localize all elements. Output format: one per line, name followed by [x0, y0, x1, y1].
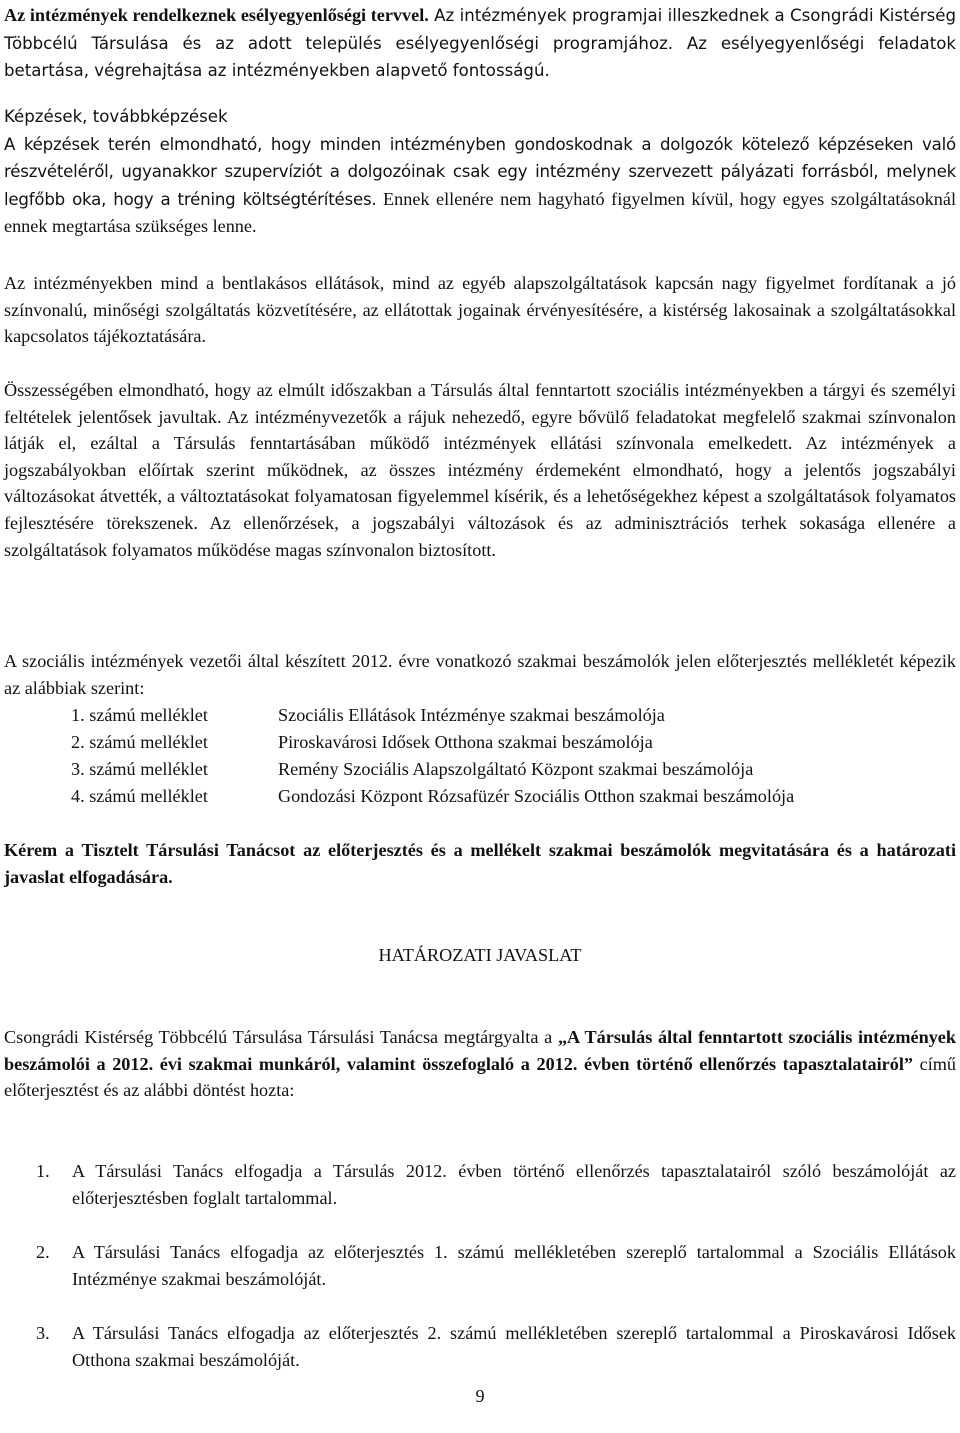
annex-label: 2. számú melléklet: [71, 732, 208, 752]
annex-item: [71, 702, 665, 729]
section-trainings: [4, 104, 956, 240]
trainings-paragraph: [4, 131, 956, 240]
decision-text: A Társulási Tanács elfogadja az előterjesztés 2. számú mellékletében szereplő tartalommal a Piroskavárosi Idősek Otthona szakmai beszámolóját.: [72, 1323, 956, 1370]
decision-number: 1.: [36, 1161, 50, 1181]
annex-item: [71, 756, 753, 783]
annex-label: 4. számú melléklet: [71, 786, 208, 806]
annex-label: 1. számú melléklet: [71, 705, 208, 725]
decision-text: A Társulási Tanács elfogadja az előterjesztés 1. számú mellékletében szereplő tartalommal a Szociális Ellátások Intézménye szakmai beszámolóját.: [72, 1242, 956, 1289]
decision-item: [36, 1320, 956, 1373]
paragraph-summary: Összességében elmondható, hogy az elmúlt időszakban a Társulás által fenntartott szociális intézményekben a tárgyi és személyi feltételek jelentősek javultak. Az intézményvezetők a rájuk nehezedő, egyre bővülő feladatokat megfelelő szakmai színvonalon látják el, ezáltal a Társulás fenntartásában működő intézmények ellátási színvonala emelkedett. Az intézmények a jogszabályokban előírtak szerint működnek, az összes intézmény érdemeként elmondható, hogy a jelentős jogszabályi változásokat átvették, a változtatásokat folyamatosan figyelemmel kísérik, és a lehetőségekhez képest a szolgáltatások folyamatos fejlesztésére törekszenek. Az ellenőrzések, a jogszabályi változások és az adminisztrációs terhek sokasága ellenére a szolgáltatások folyamatos működése magas színvonalon biztosított.: [4, 380, 956, 560]
resolution-heading: HATÁROZATI JAVASLAT: [378, 945, 582, 965]
trainings-text-serif: Ennek ellenére nem hagyható figyelmen kívül, hogy egyes szolgáltatásoknál ennek megtartása szükséges lenne.: [4, 188, 956, 237]
trainings-heading: Képzések, továbbképzések: [4, 107, 228, 126]
decision-number: 2.: [36, 1242, 50, 1262]
resolution-intro-post: című előterjesztést és az alábbi döntést hozta:: [4, 1053, 956, 1101]
annex-title: Piroskavárosi Idősek Otthona szakmai beszámolója: [278, 732, 653, 752]
equal-opportunity-bold-lead: Az intézmények rendelkeznek esélyegyenlőségi tervvel.: [4, 5, 429, 25]
resolution-intro-pre: Csongrádi Kistérség Többcélú Társulása Társulási Tanácsa megtárgyalta a: [4, 1027, 558, 1047]
resolution-intro-title: „A Társulás által fenntartott szociális intézmények beszámolói a 2012. évi szakmai munkáról, valamint összefoglaló a 2012. évben történő ellenőrzés tapasztalatairól”: [4, 1027, 956, 1074]
paragraph-equal-opportunity: [4, 2, 956, 85]
decision-item: [36, 1239, 956, 1292]
paragraph-annex-intro: A szociális intézmények vezetői által készített 2012. évre vonatkozó szakmai beszámolók jelen előterjesztés mellékletét képezik az alábbiak szerint:: [4, 651, 956, 698]
annex-title: Gondozási Központ Rózsafüzér Szociális Otthon szakmai beszámolója: [278, 786, 795, 806]
annex-label: 3. számú melléklet: [71, 759, 208, 779]
decision-text: A Társulási Tanács elfogadja a Társulás 2012. évben történő ellenőrzés tapasztalatairól szóló beszámolóját az előterjesztésben foglalt tartalommal.: [72, 1161, 956, 1208]
annex-item: [71, 729, 653, 756]
annex-item: [71, 783, 794, 810]
annex-title: Remény Szociális Alapszolgáltató Központ szakmai beszámolója: [278, 759, 754, 779]
resolution-intro: [4, 1024, 956, 1104]
page-number: 9: [475, 1386, 485, 1406]
decision-item: [36, 1158, 956, 1211]
annex-title: Szociális Ellátások Intézménye szakmai beszámolója: [278, 705, 665, 725]
decision-number: 3.: [36, 1323, 50, 1343]
equal-opportunity-text: Az intézmények programjai illeszkednek a Csongrádi Kistérség Többcélú Társulása és az adott település esélyegyenlőségi programjához. Az esélyegyenlőségi feladatok betartása, végrehajtása az intézményekben alapvető fontosságú.: [4, 6, 956, 81]
request-paragraph: Kérem a Tisztelt Társulási Tanácsot az előterjesztés és a mellékelt szakmai beszámolók megvitatására és a határozati javaslat elfogadására.: [4, 840, 956, 887]
trainings-text-sans: A képzések terén elmondható, hogy minden intézményben gondoskodnak a dolgozók kötelező képzéseken való részvételéről, ugyanakkor szupervíziót a dolgozóinak csak egy intézmény szervezett pályázati forrásból, melynek legfőbb oka, hogy a tréning költségtérítéses.: [4, 134, 956, 209]
paragraph-services: Az intézményekben mind a bentlakásos ellátások, mind az egyéb alapszolgáltatások kapcsán nagy figyelmet fordítanak a jó színvonalú, minőségi szolgáltatás közvetítésére, az ellátottak jogainak érvényesítésére, a kistérség lakosainak a szolgáltatásokkal kapcsolatos tájékoztatására.: [4, 273, 956, 347]
